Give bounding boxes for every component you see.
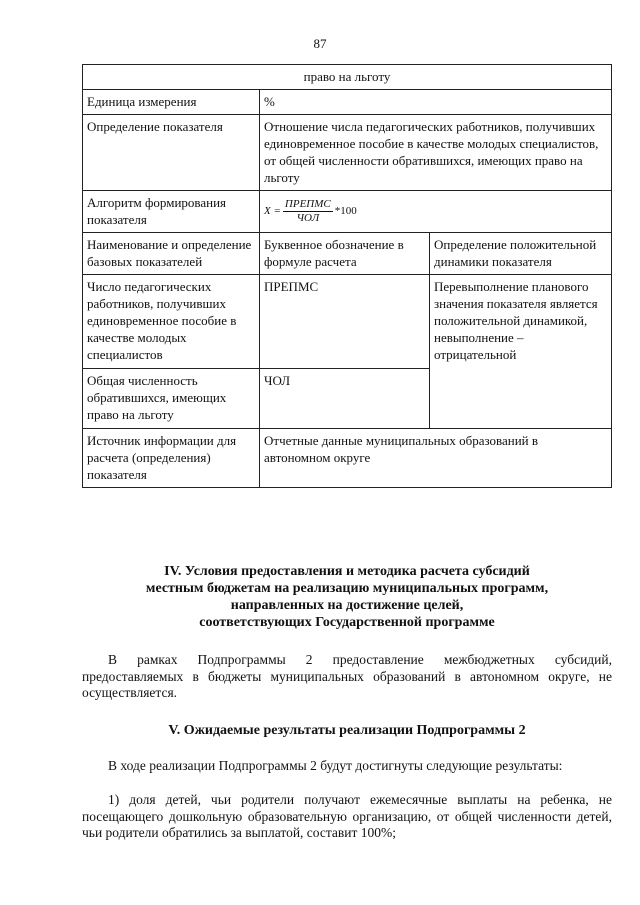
page-number: 87 — [313, 36, 327, 51]
section4-title-line: соответствующих Государственной программе — [199, 615, 495, 630]
table-row — [83, 115, 612, 191]
header-continuation: право на льготу — [83, 65, 612, 90]
base-row-name: Общая численность обратившихся, имеющих право на льготу — [83, 369, 260, 429]
source-label: Источник информации для расчета (определения) показателя — [83, 429, 260, 488]
formula — [264, 196, 607, 226]
unit-label: Единица измерения — [83, 90, 260, 115]
section4-title-line: направленных на достижение целей, — [230, 598, 464, 613]
unit-value: % — [260, 90, 612, 115]
formula-lhs: X = — [264, 204, 281, 217]
base-row-symbol: ПРЕПМС — [260, 275, 430, 369]
indicator-table — [82, 64, 612, 488]
table-row — [83, 275, 612, 369]
dynamics-definition: Перевыполнение планового значения показателя является положительной динамикой, невыполнение – отрицательной — [430, 275, 612, 429]
formula-denominator: ЧОЛ — [296, 211, 320, 224]
definition-label: Определение показателя — [83, 115, 260, 191]
base-row-symbol: ЧОЛ — [260, 369, 430, 429]
table-row — [83, 191, 612, 233]
section4-text: В рамках Подпрограммы 2 предоставление межбюджетных субсидий, предоставляемых в бюджеты муниципальных образований в автономном округе, не осуществляется. — [82, 652, 612, 700]
section5-intro: В ходе реализации Подпрограммы 2 будут достигнуты следующие результаты: — [108, 758, 563, 773]
base-header-dynamics: Определение положительной динамики показателя — [430, 233, 612, 275]
formula-multiplier: *100 — [334, 204, 357, 217]
base-header-name: Наименование и определение базовых показателей — [83, 233, 260, 275]
section5-title: V. Ожидаемые результаты реализации Подпрограммы 2 — [168, 723, 526, 738]
table-row — [83, 90, 612, 115]
formula-numerator: ПРЕПМС — [284, 197, 331, 210]
base-header-symbol: Буквенное обозначение в формуле расчета — [260, 233, 430, 275]
table-row — [83, 65, 612, 90]
section5-item-1: 1) доля детей, чьи родители получают ежемесячные выплаты на ребенка, не посещающего дошкольную образовательную организацию, от общей численности детей, чьи родители обратились за выплатой, составит 100%; — [82, 792, 612, 840]
source-value: Отчетные данные муниципальных образований в автономном округе — [260, 429, 612, 488]
formula-fraction — [283, 198, 333, 225]
base-row-name: Число педагогических работников, получивших единовременное пособие в качестве молодых специалистов — [83, 275, 260, 369]
section4-title-line: IV. Условия предоставления и методика расчета субсидий — [164, 564, 530, 579]
formula-cell — [260, 191, 612, 233]
algorithm-label: Алгоритм формирования показателя — [83, 191, 260, 233]
table-row — [83, 429, 612, 488]
definition-value: Отношение числа педагогических работников, получивших единовременное пособие в качестве молодых специалистов, от общей численности обратившихся, имеющих право на льготу — [260, 115, 612, 191]
section4-title — [82, 563, 612, 631]
section4-title-line: местным бюджетам на реализацию муниципальных программ, — [145, 581, 549, 596]
table-row — [83, 233, 612, 275]
